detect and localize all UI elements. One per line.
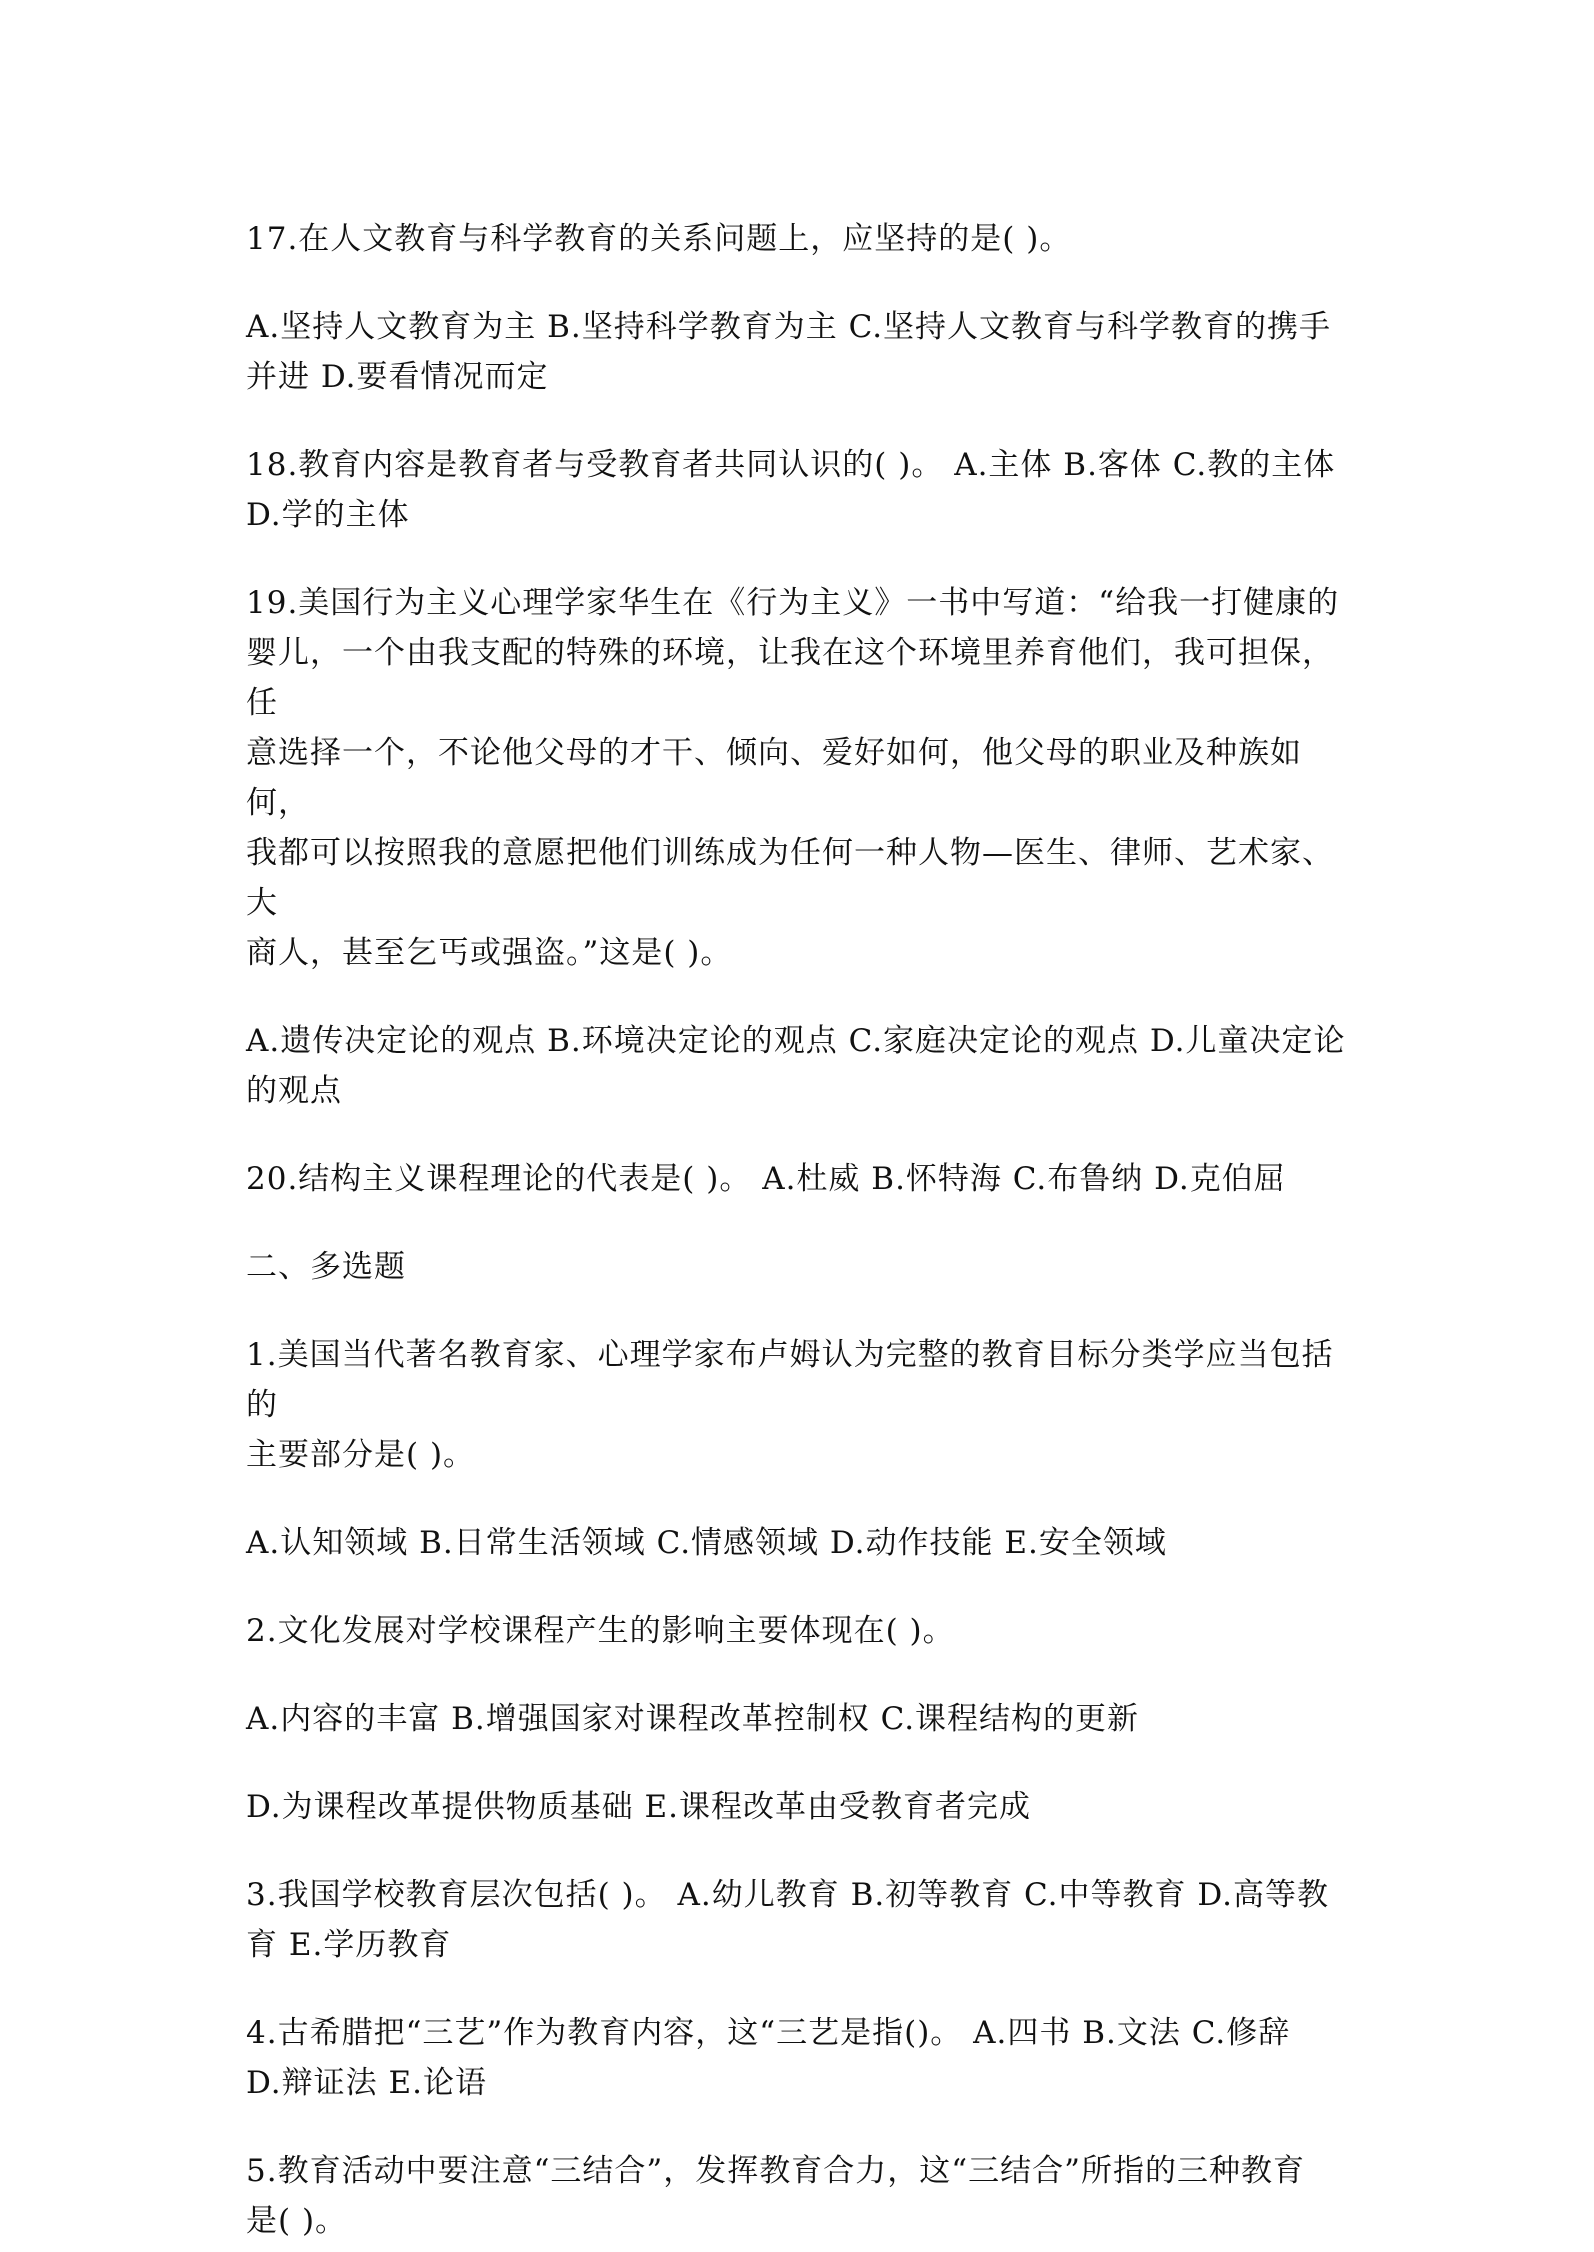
- text-line: 的观点: [246, 1073, 342, 1109]
- multi-question-1: [246, 1330, 1354, 1480]
- text-line: 19.美国行为主义心理学家华生在《行为主义》一书中写道：“给我一打健康的: [246, 585, 1340, 621]
- text-line: 2.文化发展对学校课程产生的影响主要体现在( )。: [246, 1613, 955, 1649]
- text-line: D.辩证法 E.论语: [246, 2065, 487, 2101]
- text-line: 是( )。: [246, 2203, 348, 2239]
- section-heading-multiple-choice: [246, 1242, 1354, 1292]
- question-17-options: [246, 302, 1354, 402]
- text-line: A.内容的丰富 B.增强国家对课程改革控制权 C.课程结构的更新: [246, 1701, 1140, 1737]
- question-18: [246, 440, 1354, 540]
- multi-question-3: [246, 1870, 1354, 1970]
- multi-question-5: [246, 2146, 1354, 2246]
- text-line: 我都可以按照我的意愿把他们训练成为任何一种人物—医生、律师、艺术家、大: [246, 835, 1334, 921]
- text-line: 20.结构主义课程理论的代表是( )。 A.杜威 B.怀特海 C.布鲁纳 D.克伯屈: [246, 1161, 1286, 1197]
- multi-question-2-options-b: [246, 1782, 1354, 1832]
- question-19-options: [246, 1016, 1354, 1116]
- text-line: 5.教育活动中要注意“三结合”，发挥教育合力，这“三结合”所指的三种教育: [246, 2153, 1305, 2189]
- text-line: 婴儿，一个由我支配的特殊的环境，让我在这个环境里养育他们，我可担保，任: [246, 635, 1334, 721]
- multi-question-2: [246, 1606, 1354, 1656]
- text-line: 商人，甚至乞丐或强盗。”这是( )。: [246, 935, 733, 971]
- text-line: 并进 D.要看情况而定: [246, 359, 549, 395]
- question-20: [246, 1154, 1354, 1204]
- text-line: 17.在人文教育与科学教育的关系问题上，应坚持的是( )。: [246, 221, 1072, 257]
- section-title: 二、多选题: [246, 1249, 406, 1285]
- text-line: A.认知领域 B.日常生活领域 C.情感领域 D.动作技能 E.安全领域: [246, 1525, 1167, 1561]
- text-line: 育 E.学历教育: [246, 1927, 452, 1963]
- question-19: [246, 578, 1354, 978]
- text-line: 意选择一个，不论他父母的才干、倾向、爱好如何，他父母的职业及种族如何，: [246, 735, 1302, 821]
- text-line: 1.美国当代著名教育家、心理学家布卢姆认为完整的教育目标分类学应当包括的: [246, 1337, 1334, 1423]
- text-line: A.遗传决定论的观点 B.环境决定论的观点 C.家庭决定论的观点 D.儿童决定论: [246, 1023, 1346, 1059]
- text-line: 18.教育内容是教育者与受教育者共同认识的( )。 A.主体 B.客体 C.教的主体: [246, 447, 1336, 483]
- text-line: D.为课程改革提供物质基础 E.课程改革由受教育者完成: [246, 1789, 1031, 1825]
- text-line: 3.我国学校教育层次包括( )。 A.幼儿教育 B.初等教育 C.中等教育 D.高等教: [246, 1877, 1329, 1913]
- text-line: 主要部分是( )。: [246, 1437, 476, 1473]
- multi-question-1-options: [246, 1518, 1354, 1568]
- multi-question-2-options-a: [246, 1694, 1354, 1744]
- text-line: A.坚持人文教育为主 B.坚持科学教育为主 C.坚持人文教育与科学教育的携手: [246, 309, 1332, 345]
- text-line: 4.古希腊把“三艺”作为教育内容，这“三艺是指()。 A.四书 B.文法 C.修辞: [246, 2015, 1291, 2051]
- multi-question-4: [246, 2008, 1354, 2108]
- question-17: [246, 214, 1354, 264]
- text-line: D.学的主体: [246, 497, 410, 533]
